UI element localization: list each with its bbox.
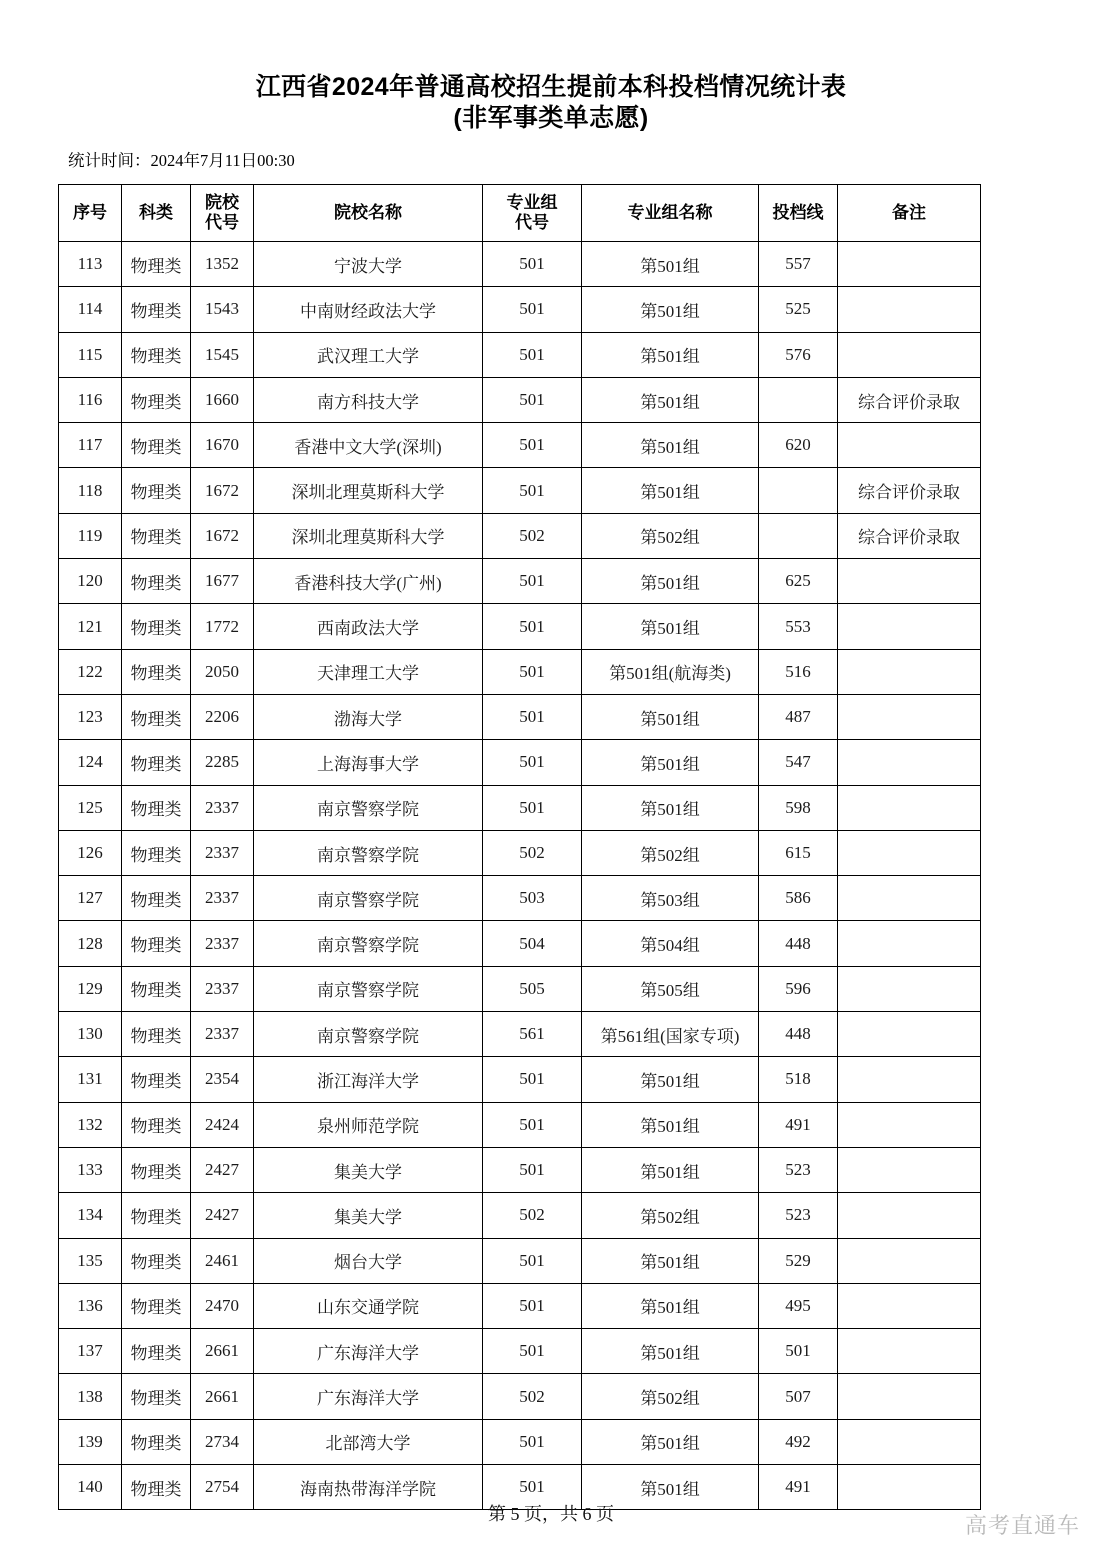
cell-major-group-name: 第501组: [582, 377, 759, 422]
cell-remarks: [838, 332, 981, 377]
watermark-label: 高考直通车: [964, 1513, 1080, 1538]
table-row: [59, 1283, 981, 1328]
table-row: [59, 1374, 981, 1419]
table-row: [59, 785, 981, 830]
cell-admission-score: 615: [759, 830, 838, 875]
cell-remarks: [838, 604, 981, 649]
cell-institution-code: 2461: [191, 1238, 254, 1283]
cell-major-group-name: 第503组: [582, 876, 759, 921]
cell-subject-category: 物理类: [122, 830, 191, 875]
cell-institution-name: 香港科技大学(广州): [254, 559, 483, 604]
cell-institution-name: 深圳北理莫斯科大学: [254, 468, 483, 513]
cell-admission-score: 448: [759, 1012, 838, 1057]
cell-admission-score: 553: [759, 604, 838, 649]
cell-institution-name: 广东海洋大学: [254, 1329, 483, 1374]
cell-sequence: 119: [59, 513, 122, 558]
cell-major-group-code: 501: [483, 1419, 582, 1464]
cell-sequence: 125: [59, 785, 122, 830]
statistics-time: 统计时间：2024年7月11日00:30: [68, 151, 295, 170]
cell-remarks: [838, 785, 981, 830]
cell-sequence: 129: [59, 966, 122, 1011]
cell-institution-code: 2470: [191, 1283, 254, 1328]
cell-institution-name: 南京警察学院: [254, 921, 483, 966]
cell-major-group-code: 561: [483, 1012, 582, 1057]
table-row: [59, 287, 981, 332]
table-row: [59, 1193, 981, 1238]
title-subtitle: (非军事类单志愿): [453, 103, 649, 132]
cell-major-group-code: 501: [483, 1057, 582, 1102]
cell-institution-code: 1672: [191, 468, 254, 513]
cell-subject-category: 物理类: [122, 423, 191, 468]
cell-sequence: 120: [59, 559, 122, 604]
cell-major-group-name: 第502组: [582, 1193, 759, 1238]
table-row: [59, 468, 981, 513]
cell-admission-score: 557: [759, 242, 838, 287]
cell-remarks: [838, 966, 981, 1011]
cell-institution-code: 2427: [191, 1147, 254, 1192]
table-row: [59, 242, 981, 287]
cell-admission-score: [759, 377, 838, 422]
cell-remarks: [838, 423, 981, 468]
cell-subject-category: 物理类: [122, 377, 191, 422]
cell-major-group-name: 第501组: [582, 242, 759, 287]
cell-institution-name: 南京警察学院: [254, 876, 483, 921]
cell-subject-category: 物理类: [122, 740, 191, 785]
column-header-institution-name: 院校名称: [254, 185, 483, 242]
cell-major-group-code: 502: [483, 513, 582, 558]
cell-admission-score: 586: [759, 876, 838, 921]
table-row: [59, 1238, 981, 1283]
cell-sequence: 132: [59, 1102, 122, 1147]
cell-major-group-name: 第502组: [582, 513, 759, 558]
cell-institution-code: 2754: [191, 1465, 254, 1510]
table-body: [59, 242, 981, 1510]
cell-institution-name: 集美大学: [254, 1193, 483, 1238]
cell-admission-score: 596: [759, 966, 838, 1011]
table-row: [59, 649, 981, 694]
cell-major-group-code: 501: [483, 468, 582, 513]
cell-major-group-code: 501: [483, 287, 582, 332]
cell-major-group-code: 501: [483, 377, 582, 422]
cell-subject-category: 物理类: [122, 1419, 191, 1464]
cell-remarks: [838, 1374, 981, 1419]
cell-sequence: 123: [59, 694, 122, 739]
cell-institution-name: 烟台大学: [254, 1238, 483, 1283]
cell-major-group-code: 504: [483, 921, 582, 966]
cell-major-group-name: 第504组: [582, 921, 759, 966]
cell-sequence: 128: [59, 921, 122, 966]
cell-admission-score: [759, 513, 838, 558]
cell-institution-name: 深圳北理莫斯科大学: [254, 513, 483, 558]
column-header-major-group-code: [483, 185, 582, 242]
cell-institution-name: 北部湾大学: [254, 1419, 483, 1464]
cell-remarks: [838, 1057, 981, 1102]
cell-subject-category: 物理类: [122, 694, 191, 739]
cell-institution-name: 南京警察学院: [254, 966, 483, 1011]
cell-institution-name: 天津理工大学: [254, 649, 483, 694]
cell-institution-name: 西南政法大学: [254, 604, 483, 649]
cell-sequence: 135: [59, 1238, 122, 1283]
cell-major-group-code: 501: [483, 559, 582, 604]
cell-remarks: [838, 559, 981, 604]
cell-major-group-name: 第501组: [582, 1465, 759, 1510]
cell-institution-code: 1660: [191, 377, 254, 422]
column-header-sequence: 序号: [59, 185, 122, 242]
cell-major-group-code: 501: [483, 740, 582, 785]
cell-major-group-code: 501: [483, 785, 582, 830]
institution-code-line2: 代号: [205, 213, 239, 232]
cell-admission-score: 495: [759, 1283, 838, 1328]
cell-subject-category: 物理类: [122, 1012, 191, 1057]
cell-major-group-name: 第501组: [582, 1102, 759, 1147]
column-header-subject-category: 科类: [122, 185, 191, 242]
cell-major-group-name: 第501组: [582, 785, 759, 830]
cell-subject-category: 物理类: [122, 1238, 191, 1283]
cell-institution-code: 1545: [191, 332, 254, 377]
table-row: [59, 559, 981, 604]
cell-remarks: [838, 1102, 981, 1147]
cell-major-group-name: 第501组: [582, 1329, 759, 1374]
cell-major-group-code: 501: [483, 1147, 582, 1192]
cell-major-group-code: 501: [483, 649, 582, 694]
cell-major-group-name: 第501组: [582, 1147, 759, 1192]
cell-institution-name: 浙江海洋大学: [254, 1057, 483, 1102]
cell-admission-score: 547: [759, 740, 838, 785]
table-row: [59, 1057, 981, 1102]
cell-subject-category: 物理类: [122, 1465, 191, 1510]
table-row: [59, 1102, 981, 1147]
cell-remarks: [838, 242, 981, 287]
cell-institution-name: 南京警察学院: [254, 1012, 483, 1057]
table-row: [59, 604, 981, 649]
cell-institution-name: 武汉理工大学: [254, 332, 483, 377]
cell-institution-name: 南方科技大学: [254, 377, 483, 422]
table-header: [59, 185, 981, 242]
cell-major-group-code: 501: [483, 332, 582, 377]
cell-institution-name: 南京警察学院: [254, 830, 483, 875]
cell-major-group-name: 第501组: [582, 1283, 759, 1328]
cell-subject-category: 物理类: [122, 242, 191, 287]
cell-major-group-code: 501: [483, 242, 582, 287]
table-row: [59, 694, 981, 739]
cell-institution-code: 1672: [191, 513, 254, 558]
cell-sequence: 122: [59, 649, 122, 694]
cell-institution-code: 2337: [191, 830, 254, 875]
cell-remarks: [838, 830, 981, 875]
cell-major-group-name: 第501组: [582, 559, 759, 604]
cell-institution-code: 2354: [191, 1057, 254, 1102]
cell-institution-code: 1677: [191, 559, 254, 604]
cell-subject-category: 物理类: [122, 1329, 191, 1374]
cell-admission-score: 620: [759, 423, 838, 468]
table-row: [59, 423, 981, 468]
column-header-major-group-name: 专业组名称: [582, 185, 759, 242]
cell-major-group-name: 第502组: [582, 830, 759, 875]
cell-remarks: [838, 740, 981, 785]
cell-admission-score: 523: [759, 1147, 838, 1192]
cell-sequence: 134: [59, 1193, 122, 1238]
cell-admission-score: 518: [759, 1057, 838, 1102]
cell-subject-category: 物理类: [122, 921, 191, 966]
cell-major-group-name: 第502组: [582, 1374, 759, 1419]
cell-remarks: [838, 1193, 981, 1238]
table-row: [59, 966, 981, 1011]
cell-major-group-name: 第501组: [582, 332, 759, 377]
cell-remarks: [838, 1238, 981, 1283]
cell-institution-name: 中南财经政法大学: [254, 287, 483, 332]
cell-admission-score: 525: [759, 287, 838, 332]
cell-major-group-name: 第501组: [582, 287, 759, 332]
cell-major-group-code: 501: [483, 1465, 582, 1510]
cell-subject-category: 物理类: [122, 1057, 191, 1102]
cell-major-group-code: 501: [483, 604, 582, 649]
table-row: [59, 830, 981, 875]
cell-major-group-code: 505: [483, 966, 582, 1011]
cell-sequence: 124: [59, 740, 122, 785]
cell-major-group-code: 502: [483, 1193, 582, 1238]
cell-institution-code: 1670: [191, 423, 254, 468]
cell-sequence: 127: [59, 876, 122, 921]
cell-institution-code: 2337: [191, 876, 254, 921]
table-row: [59, 921, 981, 966]
cell-major-group-name: 第501组: [582, 1238, 759, 1283]
cell-institution-name: 香港中文大学(深圳): [254, 423, 483, 468]
cell-subject-category: 物理类: [122, 1283, 191, 1328]
document-title: [0, 0, 1102, 133]
cell-major-group-name: 第505组: [582, 966, 759, 1011]
cell-admission-score: 491: [759, 1102, 838, 1147]
cell-remarks: [838, 287, 981, 332]
cell-admission-score: 501: [759, 1329, 838, 1374]
cell-institution-code: 2734: [191, 1419, 254, 1464]
cell-admission-score: [759, 468, 838, 513]
cell-subject-category: 物理类: [122, 604, 191, 649]
table-row: [59, 377, 981, 422]
cell-sequence: 130: [59, 1012, 122, 1057]
table-row: [59, 1419, 981, 1464]
cell-subject-category: 物理类: [122, 1374, 191, 1419]
cell-institution-code: 2661: [191, 1329, 254, 1374]
cell-sequence: 140: [59, 1465, 122, 1510]
cell-admission-score: 625: [759, 559, 838, 604]
cell-institution-code: 2337: [191, 966, 254, 1011]
cell-major-group-code: 503: [483, 876, 582, 921]
cell-subject-category: 物理类: [122, 1193, 191, 1238]
cell-remarks: [838, 649, 981, 694]
cell-remarks: [838, 1419, 981, 1464]
cell-remarks: 综合评价录取: [838, 377, 981, 422]
cell-major-group-code: 501: [483, 1329, 582, 1374]
institution-code-line1: 院校: [205, 193, 239, 213]
cell-major-group-name: 第501组: [582, 1419, 759, 1464]
cell-sequence: 136: [59, 1283, 122, 1328]
cell-subject-category: 物理类: [122, 785, 191, 830]
cell-institution-code: 2424: [191, 1102, 254, 1147]
cell-major-group-name: 第501组: [582, 694, 759, 739]
cell-major-group-name: 第501组(航海类): [582, 649, 759, 694]
cell-sequence: 116: [59, 377, 122, 422]
cell-subject-category: 物理类: [122, 332, 191, 377]
cell-subject-category: 物理类: [122, 1147, 191, 1192]
cell-major-group-name: 第501组: [582, 740, 759, 785]
cell-sequence: 137: [59, 1329, 122, 1374]
cell-major-group-name: 第501组: [582, 423, 759, 468]
table-header-row: [59, 185, 981, 242]
cell-remarks: 综合评价录取: [838, 468, 981, 513]
cell-admission-score: 529: [759, 1238, 838, 1283]
cell-sequence: 133: [59, 1147, 122, 1192]
cell-admission-score: 507: [759, 1374, 838, 1419]
cell-institution-code: 1352: [191, 242, 254, 287]
cell-remarks: [838, 1147, 981, 1192]
cell-institution-code: 1772: [191, 604, 254, 649]
cell-subject-category: 物理类: [122, 468, 191, 513]
cell-institution-name: 集美大学: [254, 1147, 483, 1192]
cell-major-group-code: 502: [483, 830, 582, 875]
cell-subject-category: 物理类: [122, 559, 191, 604]
cell-subject-category: 物理类: [122, 287, 191, 332]
cell-remarks: [838, 1283, 981, 1328]
table-row: [59, 513, 981, 558]
table-row: [59, 332, 981, 377]
cell-major-group-name: 第501组: [582, 1057, 759, 1102]
cell-sequence: 131: [59, 1057, 122, 1102]
cell-institution-code: 2337: [191, 921, 254, 966]
cell-institution-code: 2661: [191, 1374, 254, 1419]
cell-institution-code: 2337: [191, 785, 254, 830]
cell-major-group-name: 第501组: [582, 468, 759, 513]
cell-remarks: [838, 694, 981, 739]
cell-institution-name: 南京警察学院: [254, 785, 483, 830]
cell-institution-code: 2427: [191, 1193, 254, 1238]
cell-sequence: 126: [59, 830, 122, 875]
cell-admission-score: 523: [759, 1193, 838, 1238]
cell-major-group-code: 502: [483, 1374, 582, 1419]
cell-remarks: [838, 876, 981, 921]
cell-institution-code: 2206: [191, 694, 254, 739]
cell-major-group-code: 501: [483, 694, 582, 739]
table-row: [59, 740, 981, 785]
cell-admission-score: 598: [759, 785, 838, 830]
cell-subject-category: 物理类: [122, 1102, 191, 1147]
cell-admission-score: 492: [759, 1419, 838, 1464]
cell-institution-name: 渤海大学: [254, 694, 483, 739]
table-row: [59, 1147, 981, 1192]
cell-sequence: 115: [59, 332, 122, 377]
table-row: [59, 876, 981, 921]
cell-institution-name: 上海海事大学: [254, 740, 483, 785]
column-header-remarks: 备注: [838, 185, 981, 242]
cell-sequence: 139: [59, 1419, 122, 1464]
cell-institution-name: 宁波大学: [254, 242, 483, 287]
cell-subject-category: 物理类: [122, 876, 191, 921]
cell-admission-score: 516: [759, 649, 838, 694]
cell-admission-score: 448: [759, 921, 838, 966]
cell-admission-score: 491: [759, 1465, 838, 1510]
cell-remarks: [838, 921, 981, 966]
cell-institution-name: 山东交通学院: [254, 1283, 483, 1328]
cell-remarks: [838, 1012, 981, 1057]
cell-admission-score: 576: [759, 332, 838, 377]
cell-sequence: 113: [59, 242, 122, 287]
cell-sequence: 121: [59, 604, 122, 649]
cell-institution-name: 海南热带海洋学院: [254, 1465, 483, 1510]
cell-admission-score: 487: [759, 694, 838, 739]
cell-major-group-code: 501: [483, 423, 582, 468]
cell-major-group-code: 501: [483, 1283, 582, 1328]
table-row: [59, 1012, 981, 1057]
major-group-code-line2: 代号: [515, 213, 549, 232]
cell-major-group-code: 501: [483, 1102, 582, 1147]
title-primary: 江西省2024年普通高校招生提前本科投档情况统计表: [255, 73, 847, 101]
cell-sequence: 117: [59, 423, 122, 468]
column-header-admission-score: 投档线: [759, 185, 838, 242]
cell-subject-category: 物理类: [122, 649, 191, 694]
cell-major-group-name: 第501组: [582, 604, 759, 649]
admission-table: [58, 184, 981, 1510]
cell-institution-name: 广东海洋大学: [254, 1374, 483, 1419]
column-header-institution-code: [191, 185, 254, 242]
cell-sequence: 138: [59, 1374, 122, 1419]
cell-institution-code: 1543: [191, 287, 254, 332]
cell-institution-code: 2285: [191, 740, 254, 785]
cell-remarks: 综合评价录取: [838, 513, 981, 558]
cell-remarks: [838, 1329, 981, 1374]
cell-sequence: 114: [59, 287, 122, 332]
cell-institution-code: 2337: [191, 1012, 254, 1057]
cell-institution-name: 泉州师范学院: [254, 1102, 483, 1147]
cell-subject-category: 物理类: [122, 966, 191, 1011]
major-group-code-line1: 专业组: [506, 193, 558, 213]
table-row: [59, 1329, 981, 1374]
page-number-footer: 第 5 页，共 6 页: [488, 1504, 614, 1524]
cell-major-group-name: 第561组(国家专项): [582, 1012, 759, 1057]
cell-institution-code: 2050: [191, 649, 254, 694]
cell-subject-category: 物理类: [122, 513, 191, 558]
cell-major-group-code: 501: [483, 1238, 582, 1283]
cell-sequence: 118: [59, 468, 122, 513]
